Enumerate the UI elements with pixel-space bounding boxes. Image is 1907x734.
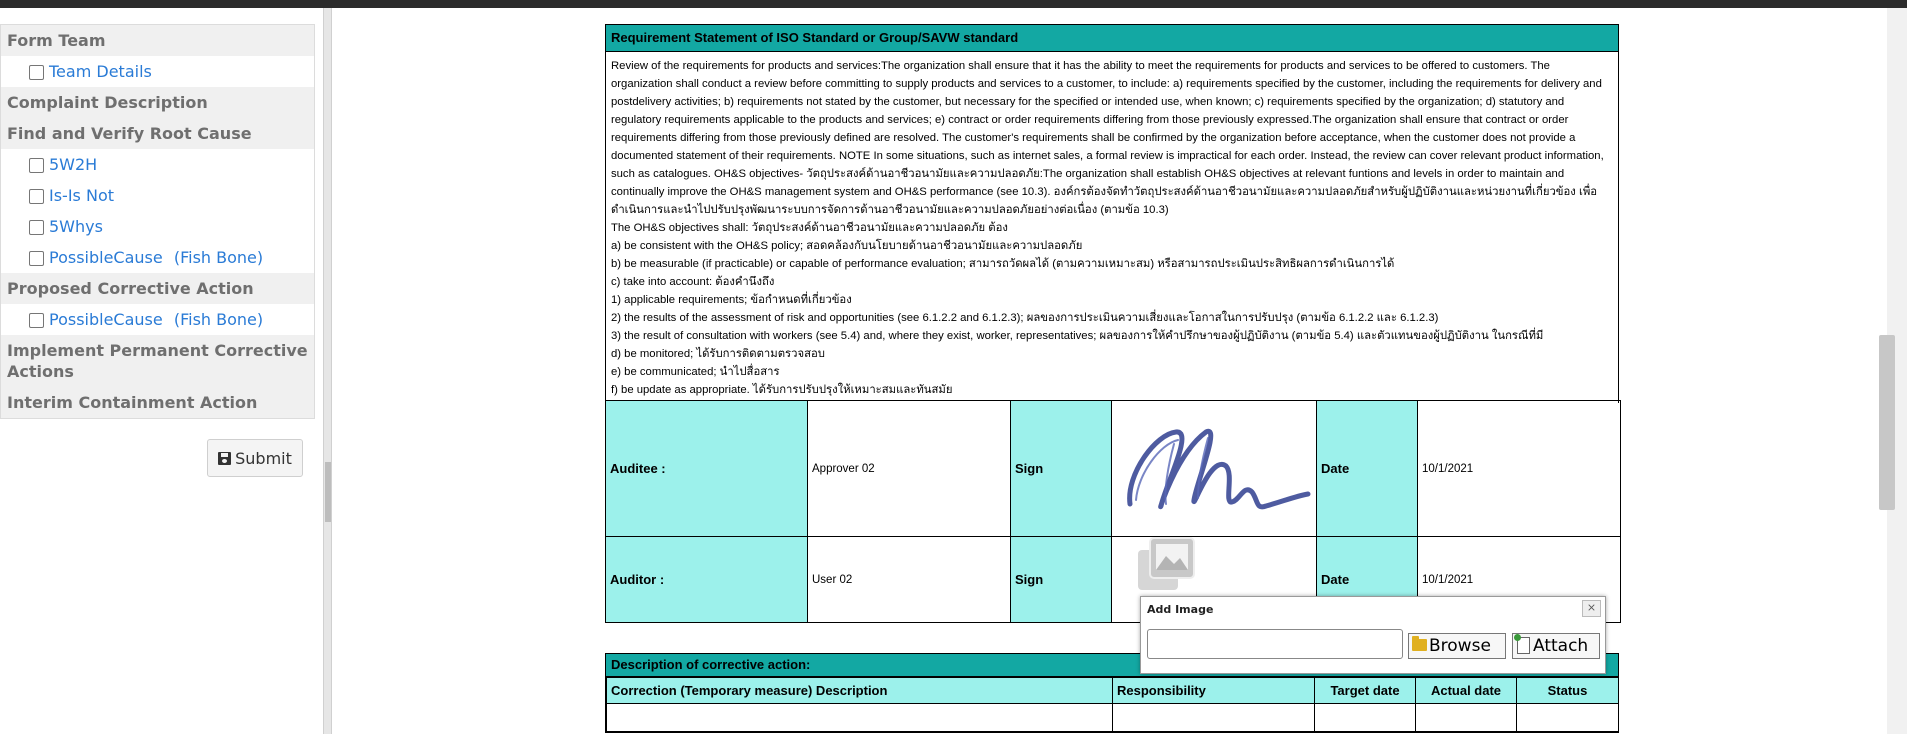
fish-bone-link[interactable]: Fish Bone bbox=[180, 248, 257, 267]
auditor-name: User 02 bbox=[808, 537, 1011, 623]
close-icon[interactable]: × bbox=[1582, 600, 1601, 617]
browse-button[interactable] bbox=[1408, 633, 1506, 659]
auditor-sign-label: Sign bbox=[1011, 537, 1112, 623]
attach-label: Attach bbox=[1533, 636, 1589, 656]
sidebar-item-possible-cause[interactable] bbox=[1, 242, 314, 273]
table-cell[interactable] bbox=[1315, 704, 1416, 732]
corrective-header: Description of corrective action: bbox=[606, 654, 1618, 677]
section-menu bbox=[0, 24, 315, 419]
signature-image bbox=[1116, 414, 1312, 524]
requirement-line: The OH&S objectives shall: วัตถุประสงค์ด้านอาชีวอนามัยและความปลอดภัย ต้อง bbox=[611, 222, 1008, 234]
auditee-name: Approver 02 bbox=[808, 401, 1011, 537]
5w2h-link[interactable]: 5W2H bbox=[49, 155, 98, 174]
sidebar-item-team-details[interactable] bbox=[1, 56, 314, 87]
requirement-line: b) be measurable (if practicable) or capable of performance evaluation; สามารถวัดผลได้ (ตามความเหมาะสม) หรือสามารถประเมินประสิทธิผลการดำเนินการได้ bbox=[611, 258, 1395, 270]
submit-button[interactable] bbox=[207, 439, 303, 477]
folder-icon bbox=[1412, 639, 1427, 651]
auditor-date-label: Date bbox=[1317, 537, 1418, 623]
fish-bone-2-link[interactable]: Fish Bone bbox=[180, 310, 257, 329]
save-icon bbox=[218, 452, 231, 465]
section-form-team[interactable]: Form Team bbox=[1, 25, 314, 56]
column-header: Correction (Temporary measure) Description bbox=[607, 678, 1113, 704]
auditee-label: Auditee : bbox=[606, 401, 808, 537]
requirement-body bbox=[606, 52, 1618, 403]
is-is-not-checkbox[interactable] bbox=[29, 189, 44, 204]
sidebar-item-is-is-not[interactable] bbox=[1, 180, 314, 211]
possible-cause-checkbox[interactable] bbox=[29, 251, 44, 266]
5w2h-checkbox[interactable] bbox=[29, 158, 44, 173]
submit-label: Submit bbox=[235, 448, 292, 468]
auditor-label: Auditor : bbox=[606, 537, 808, 623]
attach-button[interactable] bbox=[1512, 633, 1600, 659]
5whys-checkbox[interactable] bbox=[29, 220, 44, 235]
paren-close: ) bbox=[256, 248, 264, 267]
sidebar-item-5whys[interactable] bbox=[1, 211, 314, 242]
requirement-header: Requirement Statement of ISO Standard or Group/SAVW standard bbox=[606, 25, 1618, 52]
signoff-table bbox=[605, 400, 1621, 623]
column-header: Responsibility bbox=[1113, 678, 1315, 704]
team-details-link[interactable]: Team Details bbox=[49, 62, 152, 81]
auditee-date-label: Date bbox=[1317, 401, 1418, 537]
sidebar-item-5w2h[interactable] bbox=[1, 149, 314, 180]
section-interim-containment[interactable]: Interim Containment Action bbox=[1, 387, 314, 418]
requirement-line: 1) applicable requirements; ข้อกำหนดที่เกี่ยวข้อง bbox=[611, 294, 852, 306]
splitter-grip[interactable] bbox=[325, 462, 331, 522]
auditee-sign-label: Sign bbox=[1011, 401, 1112, 537]
requirement-line: a) be consistent with the OH&S policy; สอดคล้องกับนโยบายด้านอาชีวอนามัยและความปลอดภัย bbox=[611, 240, 1083, 252]
corrective-table bbox=[606, 677, 1619, 732]
window-top-bar bbox=[0, 0, 1907, 8]
table-cell[interactable] bbox=[1416, 704, 1517, 732]
requirement-line: f) be update as appropriate. ได้รับการปรับปรุงให้เหมาะสมและทันสมัย bbox=[611, 384, 953, 396]
requirement-line: e) be communicated; นำไปสื่อสาร bbox=[611, 366, 780, 378]
possible-cause-link[interactable]: PossibleCause bbox=[49, 248, 163, 267]
requirement-statement bbox=[605, 24, 1619, 403]
section-complaint-description[interactable]: Complaint Description bbox=[1, 87, 314, 118]
auditee-row bbox=[606, 401, 1621, 537]
corrective-header-row bbox=[607, 678, 1619, 704]
dialog-title: Add Image bbox=[1147, 603, 1214, 616]
image-path-input[interactable] bbox=[1147, 629, 1403, 659]
requirement-paragraph: Review of the requirements for products and services:The organization shall ensure that it has the ability to meet the requirements for products and services to be offered to customers. The organization shall conduct a review before committing to supply products and services to a customer, to include: a) requirements specified by the customer, including the requirements for delivery and postdelivery activities; b) requirements not stated by the customer, but necessary for the specified or intended use, when known; c) requirements specified by the organization; d) statutory and regulatory requirements applicable to the products and services; e) contract or order requirements differing from those previously expressed.The organization shall ensure that contract or order requirements differing from those previously defined are resolved. The customer's requirements shall be confirmed by the organization before acceptance, when the customer does not provide a documented statement of their requirements. NOTE In some situations, such as internet sales, a formal review is impractical for each order. Instead, the review can cover relevant product information, such as catalogues. OH&S objectives- วัตถุประสงค์ด้านอาชีวอนามัยและความปลอดภัย:The organization shall establish OH&S objectives at relevant funtions and levels in order to maintain and continually improve the OH&S management system and OH&S performance (see 10.3). องค์กรต้องจัดทำวัตถุประสงค์ด้านอาชีวอนามัยและความปลอดภัยสำหรับผู้ปฏิบัติงานและหน่วยงานที่เกี่ยวข้อง เพื่อดำเนินการและนำไปปรับปรุงพัฒนาระบบการจัดการด้านอาชีวอนามัยและความปลอดภัยอย่างต่อเนื่อง (ตามข้อ 10.3) bbox=[611, 60, 1604, 216]
image-placeholder-icon[interactable] bbox=[1138, 536, 1198, 594]
auditee-signature bbox=[1112, 401, 1317, 537]
column-header: Actual date bbox=[1416, 678, 1517, 704]
requirement-line: d) be monitored; ได้รับการติดตามตรวจสอบ bbox=[611, 348, 825, 360]
sidebar bbox=[0, 24, 314, 419]
5whys-link[interactable]: 5Whys bbox=[49, 217, 103, 236]
section-root-cause[interactable]: Find and Verify Root Cause bbox=[1, 118, 314, 149]
attach-icon bbox=[1517, 637, 1530, 654]
panel-splitter[interactable] bbox=[323, 8, 332, 734]
requirement-line: c) take into account: ต้องคำนึงถึง bbox=[611, 276, 775, 288]
requirement-line: 3) the result of consultation with workers (see 5.4) and, where they exist, worker, representatives; ผลของการให้คำปรึกษาของผู้ปฏิบัติงาน (ตามข้อ 5.4) และตัวแทนของผู้ปฏิบัติงาน ในกรณีที่มี bbox=[611, 330, 1544, 342]
column-header: Status bbox=[1517, 678, 1619, 704]
table-cell[interactable] bbox=[607, 704, 1113, 732]
possible-cause-2-checkbox[interactable] bbox=[29, 313, 44, 328]
auditee-date: 10/1/2021 bbox=[1418, 401, 1621, 537]
paren-open-2: ( bbox=[173, 310, 181, 329]
paren-close-2: ) bbox=[256, 310, 264, 329]
table-cell[interactable] bbox=[1113, 704, 1315, 732]
paren-open: ( bbox=[173, 248, 181, 267]
section-proposed-corrective[interactable]: Proposed Corrective Action bbox=[1, 273, 314, 304]
auditor-date: 10/1/2021 bbox=[1418, 537, 1621, 623]
table-cell[interactable] bbox=[1517, 704, 1619, 732]
team-details-checkbox[interactable] bbox=[29, 65, 44, 80]
add-image-dialog bbox=[1140, 596, 1606, 674]
requirement-line: 2) the results of the assessment of risk and opportunities (see 6.1.2.2 and 6.1.2.3); ผลของการประเมินความเสี่ยงและโอกาสในการปรับปรุง (ตามข้อ 6.1.2.2 และ 6.1.2.3) bbox=[611, 312, 1439, 324]
possible-cause-2-link[interactable]: PossibleCause bbox=[49, 310, 163, 329]
section-permanent-corrective[interactable]: Implement Permanent Corrective Actions bbox=[1, 335, 314, 387]
page-scrollbar-thumb[interactable] bbox=[1879, 335, 1895, 510]
sidebar-item-possible-cause-2[interactable] bbox=[1, 304, 314, 335]
column-header: Target date bbox=[1315, 678, 1416, 704]
browse-label: Browse bbox=[1429, 636, 1491, 656]
is-is-not-link[interactable]: Is-Is Not bbox=[49, 186, 114, 205]
table-row bbox=[607, 704, 1619, 732]
